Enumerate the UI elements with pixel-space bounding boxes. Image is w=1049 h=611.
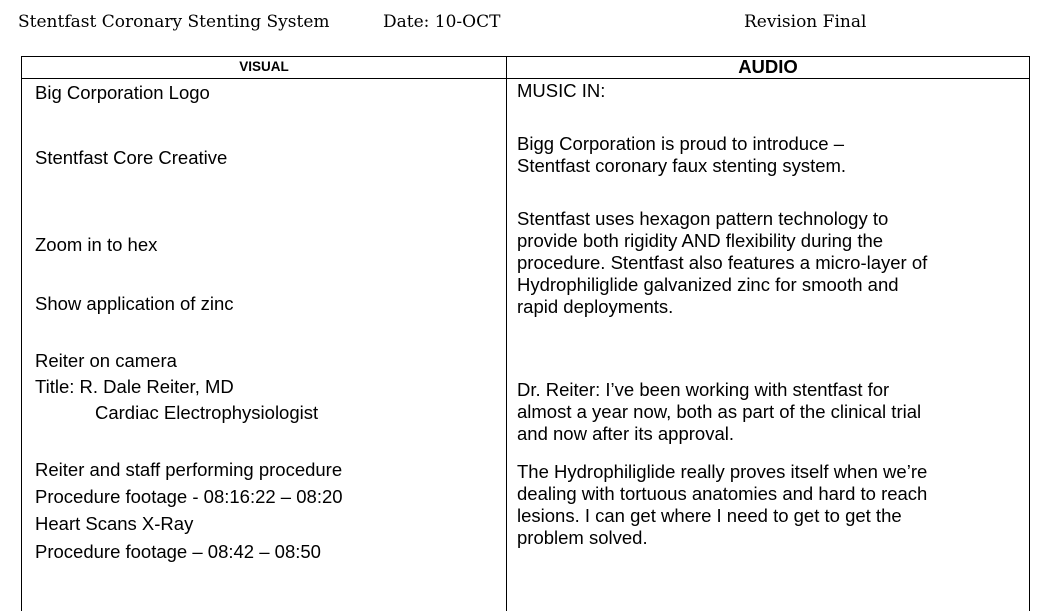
visual-staff-cue: Reiter and staff performing procedure: [35, 459, 342, 481]
audio-hydrophiliglide-block: [517, 461, 927, 549]
audio-line: dealing with tortuous anatomies and hard to reach: [517, 483, 927, 505]
audio-line: problem solved.: [517, 527, 927, 549]
visual-zinc-cue: Show application of zinc: [35, 293, 233, 315]
visual-footage-cue-2: Procedure footage – 08:42 – 08:50: [35, 541, 321, 563]
audio-line: The Hydrophiliglide really proves itself when we’re: [517, 461, 927, 483]
audio-line: rapid deployments.: [517, 296, 927, 318]
audio-line: procedure. Stentfast also features a micro-layer of: [517, 252, 927, 274]
visual-title-role: Cardiac Electrophysiologist: [35, 402, 318, 424]
visual-reiter-camera-cue: Reiter on camera: [35, 350, 177, 372]
audio-intro-block: [517, 133, 846, 177]
audio-line: Stentfast coronary faux stenting system.: [517, 155, 846, 177]
visual-title-line: Title: R. Dale Reiter, MD: [35, 376, 234, 398]
audio-line: and now after its approval.: [517, 423, 921, 445]
visual-logo-cue: Big Corporation Logo: [35, 82, 210, 104]
audio-column-header: AUDIO: [507, 57, 1030, 79]
visual-scans-cue: Heart Scans X-Ray: [35, 513, 193, 535]
visual-column-header: VISUAL: [22, 57, 507, 79]
audio-technology-block: [517, 208, 927, 318]
audio-line: almost a year now, both as part of the clinical trial: [517, 401, 921, 423]
av-script-table: [21, 56, 1030, 611]
audio-line: Stentfast uses hexagon pattern technology to: [517, 208, 927, 230]
visual-core-creative-cue: Stentfast Core Creative: [35, 147, 227, 169]
audio-column: [507, 79, 1030, 611]
audio-line: Bigg Corporation is proud to introduce –: [517, 133, 846, 155]
audio-line: Hydrophiliglide galvanized zinc for smooth and: [517, 274, 927, 296]
visual-column: [22, 79, 507, 611]
audio-music-cue: MUSIC IN:: [517, 80, 605, 102]
visual-footage-cue-1: Procedure footage - 08:16:22 – 08:20: [35, 486, 343, 508]
audio-line: lesions. I can get where I need to get to get the: [517, 505, 927, 527]
document-title: Stentfast Coronary Stenting System: [18, 12, 330, 32]
document-header: [18, 12, 1028, 38]
audio-line: Dr. Reiter: I’ve been working with stentfast for: [517, 379, 921, 401]
audio-line: provide both rigidity AND flexibility during the: [517, 230, 927, 252]
audio-reiter-block: [517, 379, 921, 445]
document-revision: Revision Final: [744, 12, 866, 32]
visual-zoom-cue: Zoom in to hex: [35, 234, 157, 256]
document-date: Date: 10-OCT: [383, 12, 500, 32]
